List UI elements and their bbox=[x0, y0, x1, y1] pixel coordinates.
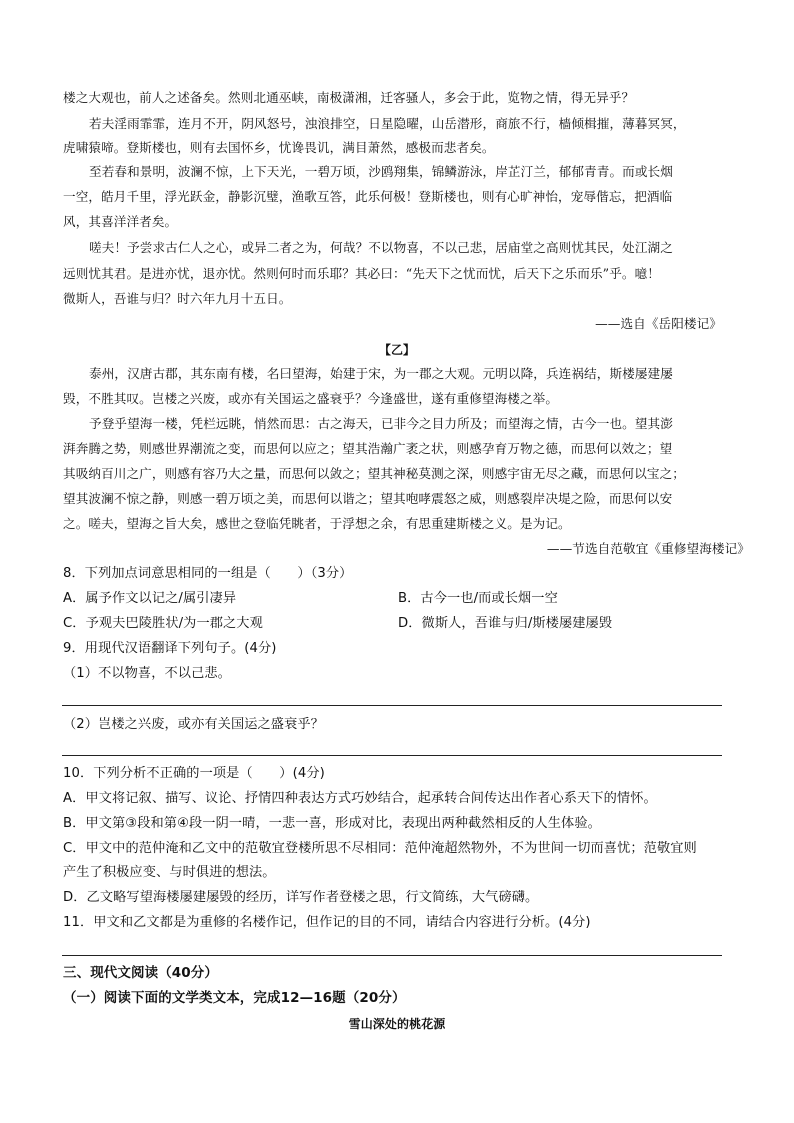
jia-line-5: 一空，皓月千里，浮光跃金，静影沉璧，渔歌互答，此乐何极！登斯楼也，则有心旷神怡，宠辱偕忘，把酒临 bbox=[63, 189, 673, 204]
q10-option-b: B．甲文第③段和第④段一阴一晴，一悲一喜，形成对比，表现出两种截然相反的人生体验。 bbox=[63, 816, 601, 831]
q11-stem: 11．甲文和乙文都是为重修的名楼作记，但作记的目的不同，请结合内容进行分析。(4分) bbox=[63, 915, 591, 930]
article-title: 雪山深处的桃花源 bbox=[348, 1017, 446, 1031]
jia-line-1: 楼之大观也，前人之述备矣。然则北通巫峡，南极潇湘，迁客骚人，多会于此，览物之情，得无异乎？ bbox=[63, 90, 635, 105]
yi-line-3: 予登乎望海一楼，凭栏远眺，悄然而思：古之海天，已非今之目力所及；而望海之情，古今一也。望其澎 bbox=[89, 416, 673, 431]
yi-line-2: 毁，不胜其叹。岂楼之兴废，或亦有关国运之盛衰乎？今逢盛世，遂有重修望海楼之举。 bbox=[63, 391, 559, 406]
yi-line-6: 望其波澜不惊之静，则感一碧万顷之美，而思何以谐之；望其咆哮震怒之威，则感裂岸决堤之险，而思何以安 bbox=[63, 491, 673, 506]
yi-line-7: 之。嗟夫，望海之旨大矣，感世之登临凭眺者，于浮想之余，有思重建斯楼之义。是为记。 bbox=[63, 516, 571, 531]
jia-line-2: 若夫淫雨霏霏，连月不开，阴风怒号，浊浪排空，日星隐曜，山岳潜形，商旅不行，樯倾楫摧，薄暮冥冥， bbox=[89, 116, 686, 131]
section-3-subtitle: （一）阅读下面的文学类文本，完成12—16题（20分） bbox=[63, 990, 406, 1006]
q11-answer-line[interactable] bbox=[62, 955, 722, 956]
q9-sentence-1: （1）不以物喜，不以己悲。 bbox=[63, 666, 231, 681]
q10-option-c-line-2: 产生了积极应变、与时俱进的想法。 bbox=[63, 865, 276, 880]
yi-line-5: 其吸纳百川之广，则感有容乃大之量，而思何以敛之；望其神秘莫测之深，则感宇宙无尽之藏，而思何以宝之； bbox=[63, 466, 685, 481]
jia-line-3: 虎啸猿啼。登斯楼也，则有去国怀乡，忧谗畏讥，满目萧然，感极而悲者矣。 bbox=[63, 140, 495, 155]
section-3-title: 三、现代文阅读（40分） bbox=[63, 965, 218, 981]
yi-heading: 【乙】 bbox=[378, 343, 416, 357]
q10-option-a: A．甲文将记叙、描写、议论、抒情四种表达方式巧妙结合，起承转合间传达出作者心系天下的情怀。 bbox=[63, 791, 657, 806]
q8-option-a: A．属予作文以记之/属引凄异 bbox=[63, 591, 237, 606]
q10-stem: 10．下列分析不正确的一项是（ ）(4分) bbox=[63, 766, 325, 781]
yi-source: ——节选自范敬宜《重修望海楼记》 bbox=[546, 541, 750, 556]
q8-stem: 8．下列加点词意思相同的一组是（ ）（3分） bbox=[63, 566, 353, 581]
q9-answer-line-1[interactable] bbox=[62, 705, 722, 706]
q9-answer-line-2[interactable] bbox=[62, 755, 722, 756]
jia-line-6: 风，其喜洋洋者矣。 bbox=[63, 214, 178, 229]
yi-line-4: 湃奔腾之势，则感世界潮流之变，而思何以应之；望其浩瀚广袤之状，则感孕育万物之德，而思何以效之；望 bbox=[63, 441, 673, 456]
q10-option-d: D．乙文略写望海楼屡建屡毁的经历，详写作者登楼之思，行文简练，大气磅礴。 bbox=[63, 890, 539, 905]
jia-line-4: 至若春和景明，波澜不惊，上下天光，一碧万顷，沙鸥翔集，锦鳞游泳，岸芷汀兰，郁郁青青。而或长烟 bbox=[89, 164, 673, 179]
q8-option-c: C．予观夫巴陵胜状/为一郡之大观 bbox=[63, 616, 263, 631]
q8-option-d: D．微斯人，吾谁与归/斯楼屡建屡毁 bbox=[398, 616, 613, 631]
jia-line-9: 微斯人，吾谁与归？时六年九月十五日。 bbox=[63, 291, 292, 306]
jia-line-8: 远则忧其君。是进亦忧，退亦忧。然则何时而乐耶？其必曰：“先天下之忧而忧，后天下之乐而乐”乎。噫！ bbox=[63, 266, 660, 281]
jia-source: ——选自《岳阳楼记》 bbox=[595, 316, 722, 331]
q9-stem: 9．用现代汉语翻译下列句子。(4分) bbox=[63, 641, 277, 656]
q8-option-b: B．古今一也/而或长烟一空 bbox=[398, 591, 558, 606]
yi-line-1: 泰州，汉唐古郡，其东南有楼，名曰望海，始建于宋，为一郡之大观。元明以降，兵连祸结，斯楼屡建屡 bbox=[89, 366, 673, 381]
q9-sentence-2: （2）岂楼之兴废，或亦有关国运之盛衰乎？ bbox=[63, 717, 324, 732]
jia-line-7: 嗟夫！予尝求古仁人之心，或异二者之为，何哉？不以物喜，不以己悲，居庙堂之高则忧其民，处江湖之 bbox=[89, 240, 673, 255]
q10-option-c-line-1: C．甲文中的范仲淹和乙文中的范敬宜登楼所思不尽相同：范仲淹超然物外，不为世间一切而喜忧；范敬宜则 bbox=[63, 841, 697, 856]
